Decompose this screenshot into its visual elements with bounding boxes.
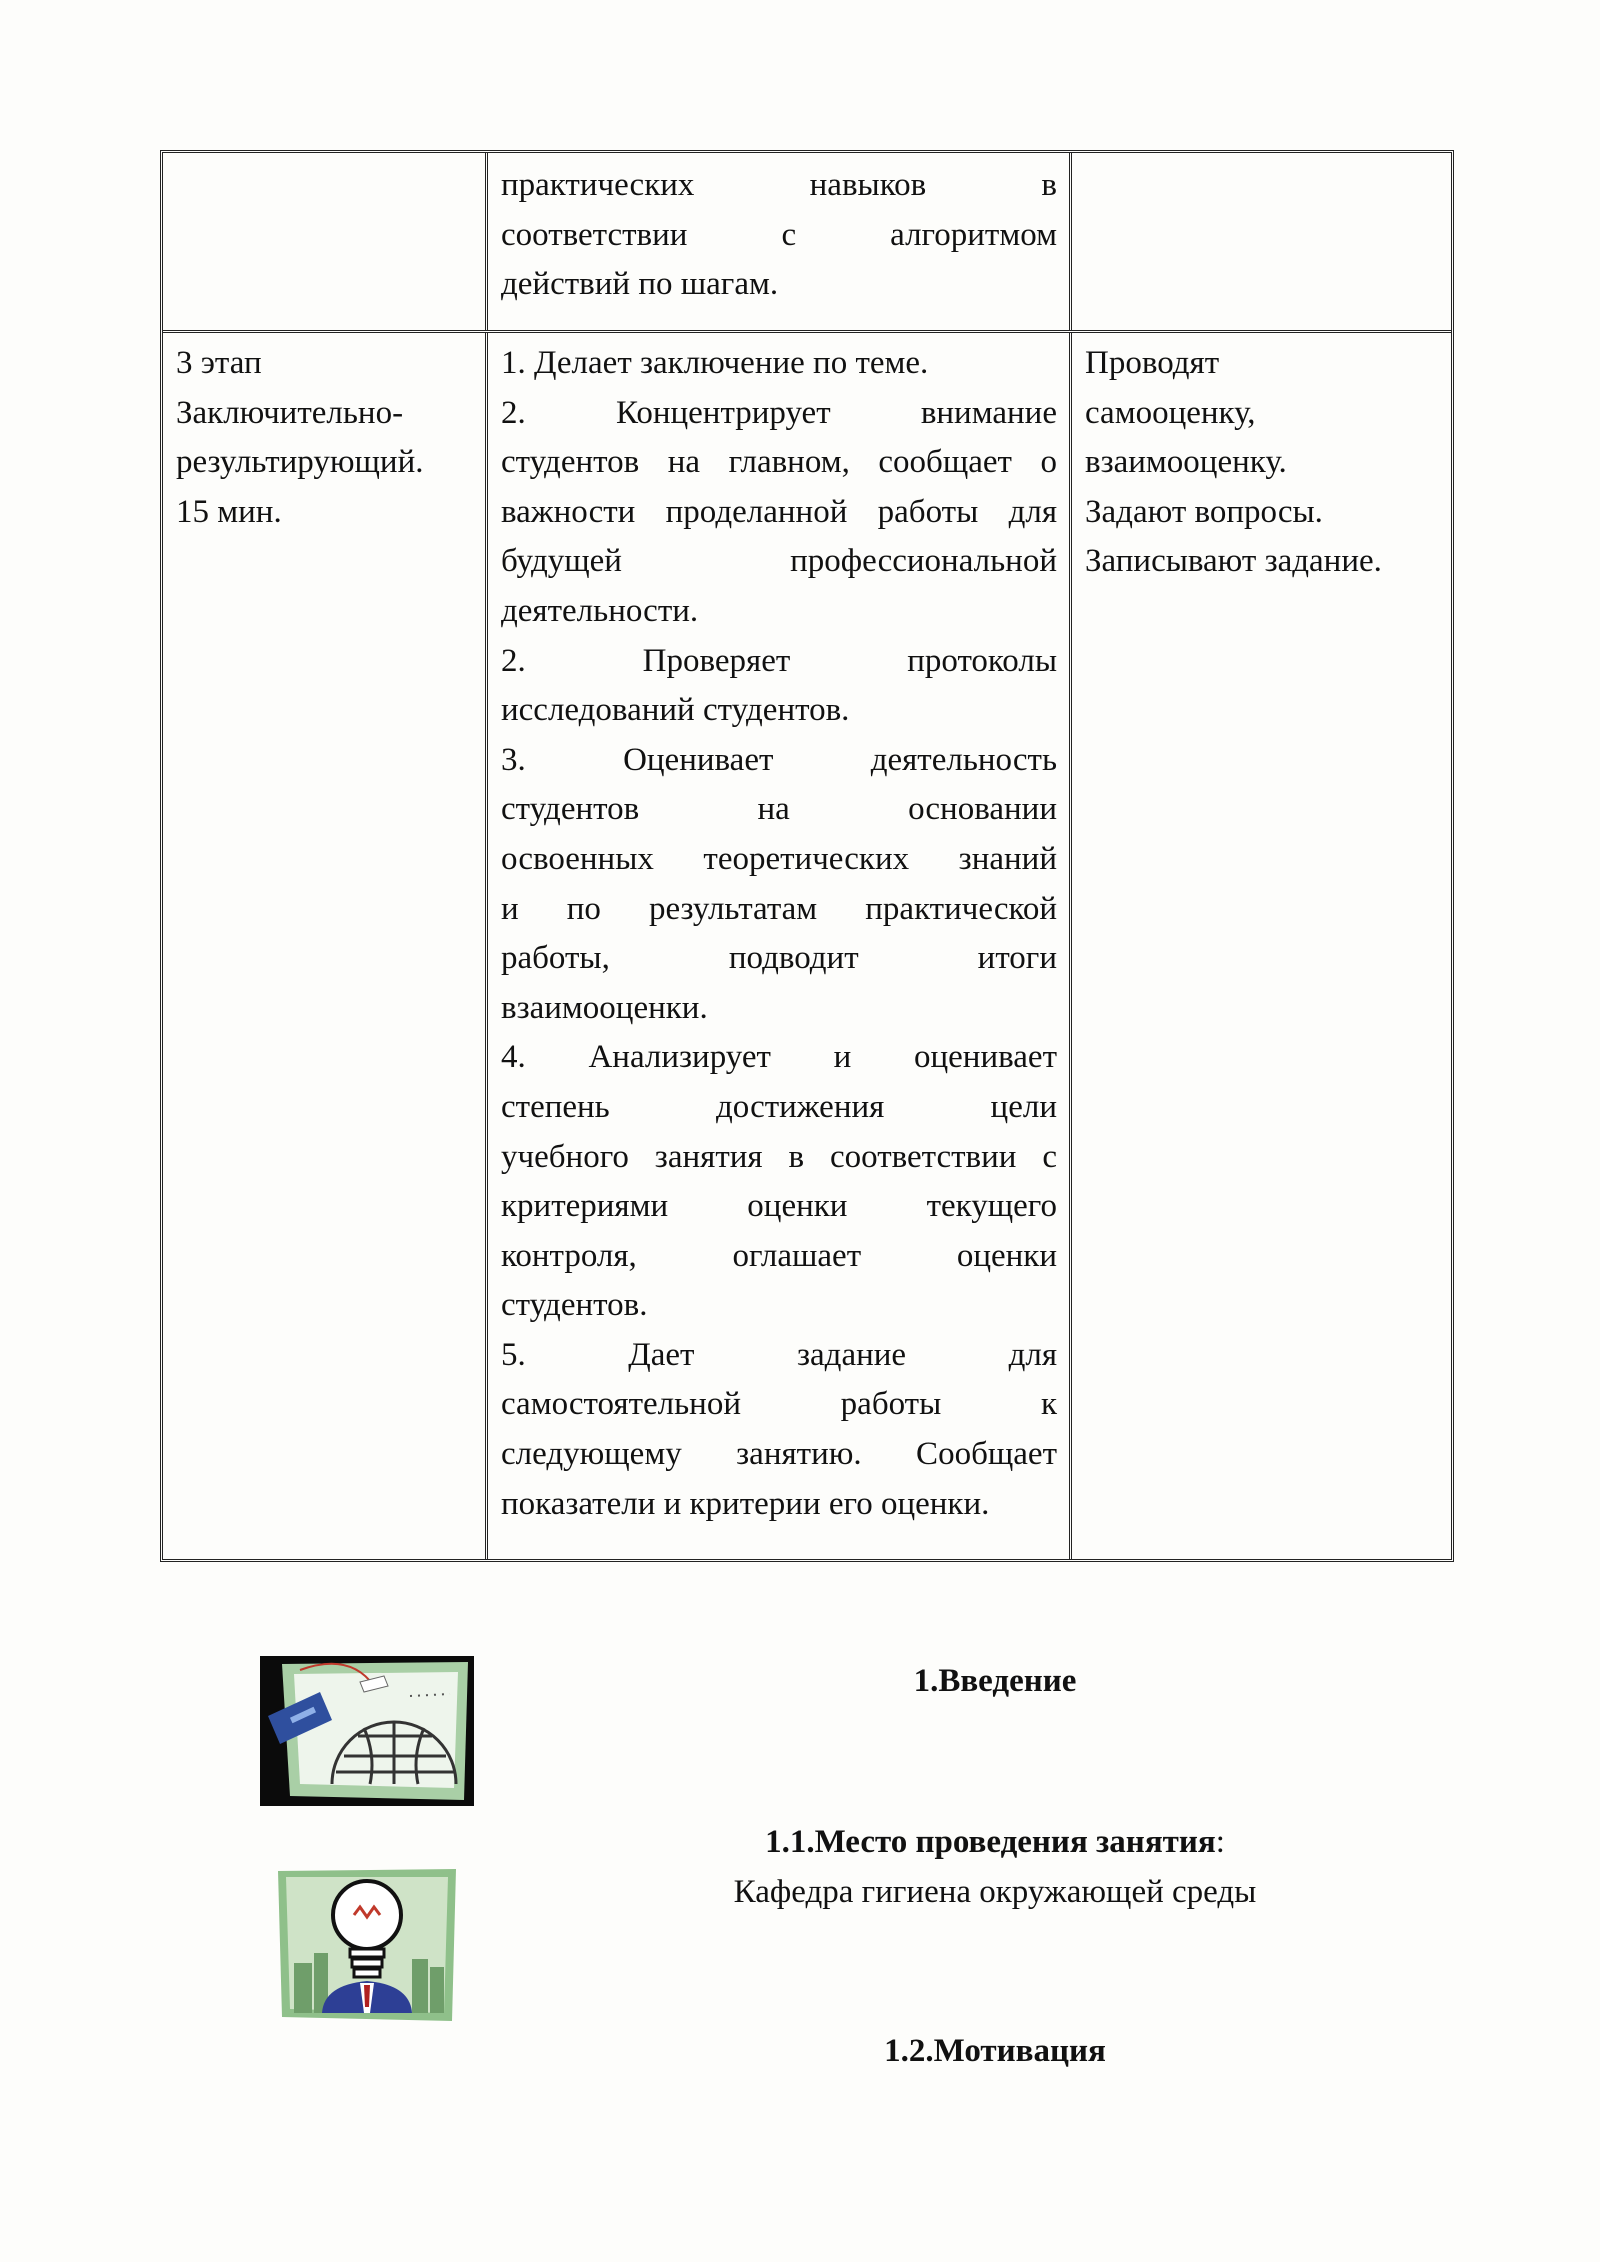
text-line: Заключительно- (176, 394, 404, 431)
text-line: 2. Проверяет протоколы (501, 642, 1057, 679)
teacher-activity-cell (488, 153, 1072, 330)
table-row (163, 153, 1451, 333)
text-line: работы, подводит итоги (501, 940, 1057, 977)
text-line: 3. Оценивает деятельность (501, 741, 1057, 778)
place-title-text: 1.1.Место проведения занятия (765, 1824, 1216, 1860)
section-title-intro: 1.Введение (913, 1663, 1077, 1699)
text-line: будущей профессиональной (501, 543, 1057, 580)
text-line: 4. Анализирует и оценивает (501, 1039, 1057, 1076)
text-line: взаимооценку. (1085, 444, 1287, 481)
place-value: Кафедра гигиена окружающей среды (733, 1874, 1257, 1910)
text-line: Записывают задание. (1085, 543, 1382, 580)
text-line: и по результатам практической (501, 890, 1057, 927)
teacher-activity-text (488, 153, 1069, 310)
stage-cell (163, 153, 488, 330)
text-line: студентов на главном, сообщает о (501, 444, 1057, 481)
text-line: действий по шагам. (501, 266, 779, 303)
text-line: 15 мин. (176, 493, 282, 530)
stage-text (163, 333, 485, 537)
globe-tag-clipart-icon (260, 1656, 474, 1806)
text-line: 2. Концентрирует внимание (501, 394, 1057, 431)
section-title-place (560, 1817, 1430, 1867)
text-line: деятельности. (501, 592, 699, 629)
stage-cell (163, 333, 488, 1559)
text-line: исследований студентов. (501, 692, 850, 729)
text-line: степень достижения цели (501, 1088, 1057, 1125)
text-line: показатели и критерии его оценки. (501, 1485, 990, 1522)
teacher-activity-text (488, 333, 1069, 1529)
text-line: 1. Делает заключение по теме. (501, 345, 929, 381)
teacher-activity-cell (488, 333, 1072, 1559)
text-line: следующему занятию. Сообщает (501, 1436, 1057, 1473)
student-activity-text (1072, 333, 1451, 587)
lesson-plan-table (160, 150, 1454, 1562)
text-line: самооценку, (1085, 394, 1256, 431)
text-line: самостоятельной работы к (501, 1386, 1057, 1423)
lightbulb-person-clipart-icon (274, 1867, 460, 2023)
text-line: практических навыков в (501, 167, 1057, 203)
student-activity-text (1072, 153, 1451, 159)
text-line: контроля, оглашает оценки (501, 1237, 1057, 1274)
stage-text (163, 153, 485, 159)
text-line: 3 этап (176, 345, 262, 381)
text-line: соответствии с алгоритмом (501, 216, 1057, 253)
table-row (163, 333, 1451, 1559)
text-line: важности проделанной работы для (501, 493, 1057, 530)
text-line: Проводят (1085, 345, 1220, 381)
text-line: Задают вопросы. (1085, 493, 1323, 530)
section-title-motivation: 1.2.Мотивация (884, 2033, 1106, 2069)
text-line: взаимооценки. (501, 989, 708, 1026)
text-line: 5. Дает задание для (501, 1336, 1057, 1373)
text-line: студентов на основании (501, 791, 1057, 828)
text-line: освоенных теоретических знаний (501, 840, 1057, 877)
text-line: результирующий. (176, 444, 424, 481)
text-line: критериями оценки текущего (501, 1188, 1057, 1225)
student-activity-cell (1072, 333, 1451, 1559)
text-line: студентов. (501, 1287, 648, 1324)
place-title-colon: : (1215, 1824, 1225, 1860)
student-activity-cell (1072, 153, 1451, 330)
text-line: учебного занятия в соответствии с (501, 1138, 1057, 1175)
